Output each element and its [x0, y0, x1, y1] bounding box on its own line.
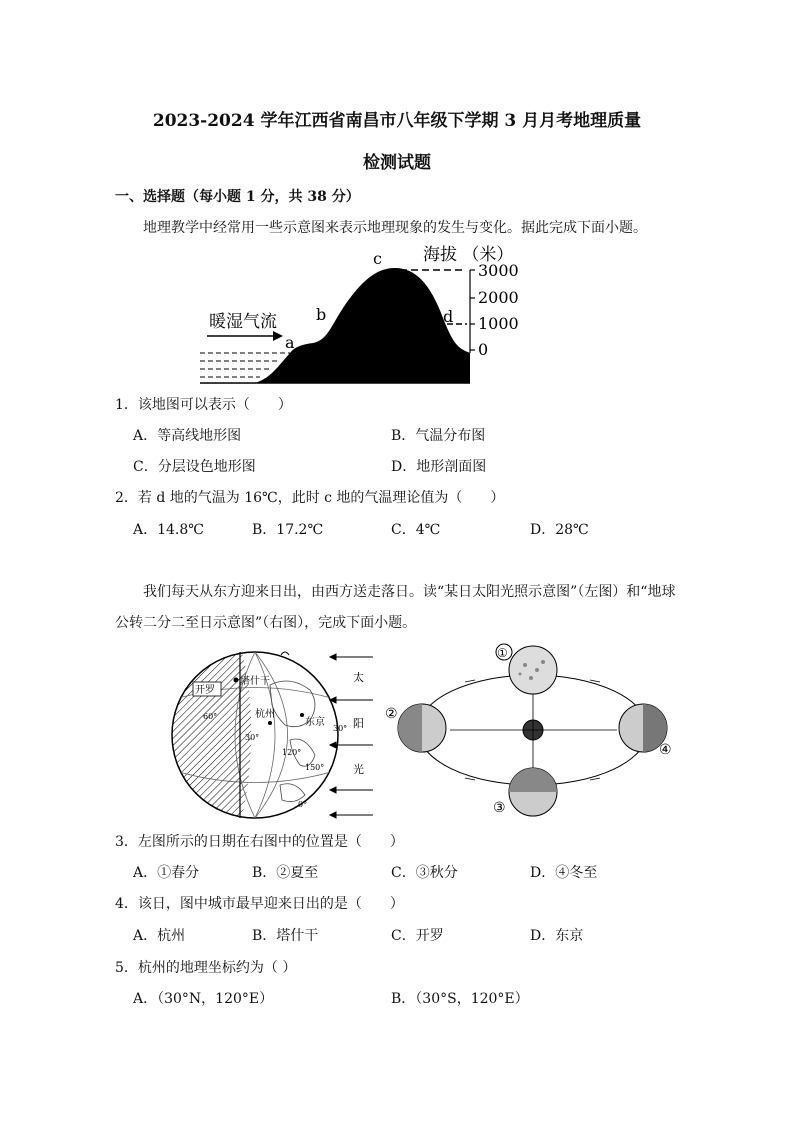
q5-option-a[interactable]: A．（30°N，120°E） [133, 991, 274, 1007]
position-3-label: ③ [493, 800, 506, 816]
position-2-label: ② [385, 706, 398, 722]
earth-3-night [509, 768, 557, 792]
revolution-figure [385, 640, 680, 820]
q2-option-b[interactable]: B．17.2℃ [252, 522, 324, 538]
q4-option-a[interactable]: A．杭州 [133, 928, 186, 944]
q5-stem: 5．杭州的地理坐标约为（ ） [115, 960, 297, 976]
page-title: 2023-2024 学年江西省南昌市八年级下学期 3 月月考地理质量 [152, 111, 642, 131]
q3-option-a[interactable]: A．①春分 [133, 865, 200, 881]
point-d-label: d [443, 307, 454, 326]
mountain-shape [255, 268, 470, 383]
q1-option-a[interactable]: A．等高线地形图 [133, 428, 242, 444]
tick-0: 0 [478, 340, 489, 359]
degree-label-30n: 30° [333, 724, 348, 733]
q2-option-c[interactable]: C．4℃ [391, 522, 441, 538]
altitude-axis-title: 海拔 （米） [423, 245, 514, 265]
intro-text-2-line1: 我们每天从东方迎来日出，由西方送走落日。读“某日太阳光照示意图”（左图）和“地球 [143, 584, 676, 600]
position-4-label: ④ [659, 742, 672, 758]
airflow-arrowhead [273, 331, 283, 341]
sunlight-globe-figure [160, 645, 385, 825]
city-dot-tashkent [234, 678, 239, 683]
city-label-tokyo: 东京 [305, 717, 325, 728]
q5-option-b[interactable]: B．（30°S，120°E） [391, 991, 529, 1007]
tick-3000: 3000 [478, 261, 519, 280]
q1-stem: 1．该地图可以表示（ ） [115, 397, 292, 413]
intro-text-2-line2: 公转二分二至日示意图”（右图），完成下面小题。 [115, 615, 417, 631]
rotation-arrow-icon [281, 652, 289, 655]
degree-label-30: 30° [245, 733, 260, 742]
q3-option-c[interactable]: C．③秋分 [391, 865, 458, 881]
q1-option-c[interactable]: C．分层设色地形图 [133, 459, 256, 475]
page-title-line2: 检测试题 [363, 153, 431, 173]
tick-1000: 1000 [478, 314, 519, 333]
q4-option-b[interactable]: B．塔什干 [252, 928, 319, 944]
sun-label-2: 阳 [353, 717, 364, 730]
degree-label-150: 150° [305, 763, 325, 772]
point-c-label: c [373, 249, 382, 268]
sun-label-1: 太 [353, 671, 364, 684]
airflow-label: 暖湿气流 [209, 312, 277, 332]
q3-option-b[interactable]: B．②夏至 [252, 865, 319, 881]
q2-option-d[interactable]: D．28℃ [530, 522, 589, 538]
degree-label-60: 60° [203, 712, 218, 721]
altitude-axis [470, 270, 475, 353]
q1-option-d[interactable]: D．地形剖面图 [391, 459, 487, 475]
city-label-cairo: 开罗 [195, 685, 215, 696]
q4-stem: 4．该日，图中城市最早迎来日出的是（ ） [115, 896, 404, 912]
city-label-hangzhou: 杭州 [255, 709, 275, 720]
city-dot-tokyo [300, 713, 304, 717]
earth-2-night [398, 704, 422, 752]
section-heading: 一、选择题（每小题 1 分，共 38 分） [115, 189, 360, 205]
position-1-label: ① [497, 646, 508, 660]
q4-option-c[interactable]: C．开罗 [391, 928, 444, 944]
point-b-label: b [316, 305, 327, 324]
q4-option-d[interactable]: D．东京 [530, 928, 584, 944]
intro-text-1: 地理教学中经常用一些示意图来表示地理现象的发生与变化。据此完成下面小题。 [143, 220, 647, 236]
point-a-label: a [285, 333, 295, 352]
degree-label-0: 0° [298, 800, 308, 809]
city-label-tashkent: 塔什干 [240, 676, 270, 687]
terrain-profile-figure [195, 238, 535, 388]
tick-2000: 2000 [478, 288, 519, 307]
earth-position-1 [509, 646, 557, 694]
q2-stem: 2．若 d 地的气温为 16℃，此时 c 地的气温理论值为（ ） [115, 490, 505, 506]
degree-label-120: 120° [282, 748, 302, 757]
q2-option-a[interactable]: A．14.8℃ [133, 522, 204, 538]
q3-stem: 3．左图所示的日期在右图中的位置是（ ） [115, 834, 404, 850]
sun-label-3: 光 [353, 763, 364, 776]
q3-option-d[interactable]: D．④冬至 [530, 865, 598, 881]
night-side [160, 645, 251, 825]
city-dot-hangzhou [268, 721, 272, 725]
q1-option-b[interactable]: B．气温分布图 [391, 428, 486, 444]
